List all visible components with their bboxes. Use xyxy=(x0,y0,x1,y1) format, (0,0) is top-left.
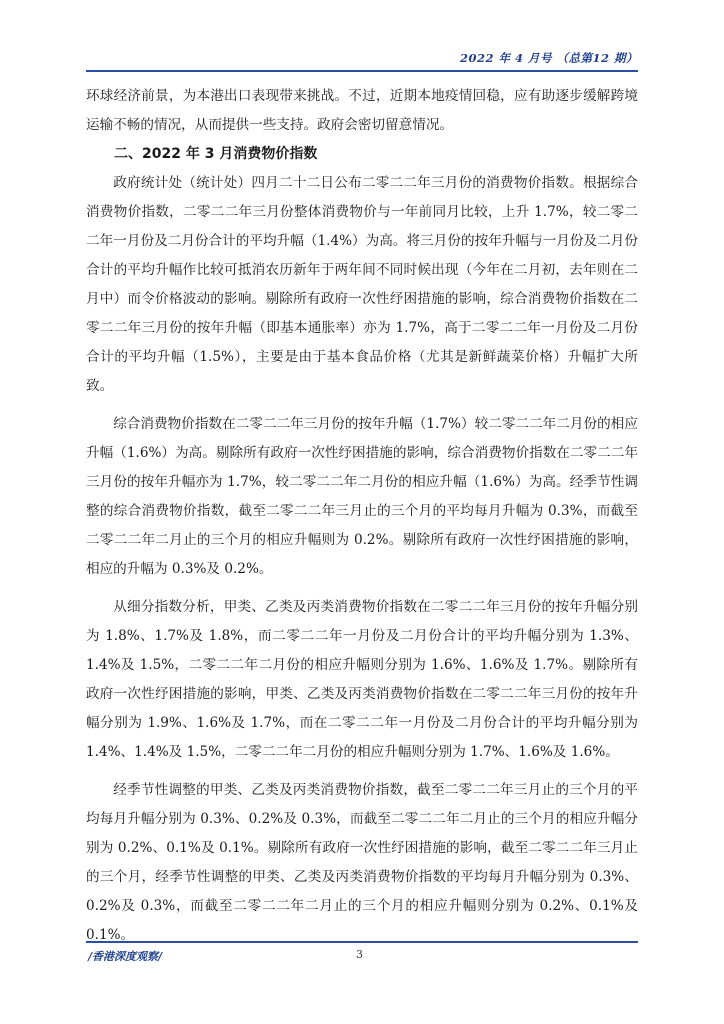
issue-header: 2022 年 4 月号 （总第12 期） xyxy=(459,51,638,65)
paragraph-1: 环球经济前景，为本港出口表现带来挑战。不过，近期本地疫情回稳，应有助逐步缓解跨境运输不畅的情况，从而提供一些支持。政府会密切留意情况。 xyxy=(86,88,638,133)
paragraph-2: 政府统计处（统计处）四月二十二日公布二零二二年三月份的消费物价指数。根据综合消费物价指数，二零二二年三月份整体消费物价与一年前同月比较，上升 1.7%，较二零二二年一月份及二月份合计的平均升幅（1.4%）为高。将三月份的按年升幅与一月份及二月份合计的平均升幅作比较可抵消农历新年于两年间不同时候出现（今年在二月初，去年则在二月中）而令价格波动的影响。剔除所有政府一次性纾困措施的影响，综合消费物价指数在二零二二年三月份的按年升幅（即基本通胀率）亦为 1.7%，高于二零二二年一月份及二月份合计的平均升幅（1.5%），主要是由于基本食品价格（尤其是新鲜蔬菜价格）升幅扩大所致。 xyxy=(86,175,638,394)
publication-brand: /香港深度观察/ xyxy=(88,950,163,963)
footer-divider xyxy=(86,941,638,943)
section-heading: 二、2022 年 3 月消费物价指数 xyxy=(114,146,318,162)
page-number: 3 xyxy=(356,948,363,961)
article-body xyxy=(86,82,638,950)
paragraph-5: 经季节性调整的甲类、乙类及丙类消费物价指数，截至二零二二年三月止的三个月的平均每月升幅分别为 0.3%、0.2%及 0.3%，而截至二零二二年二月止的三个月的相应升幅分别为 0.2%、0.1%及 0.1%。剔除所有政府一次性纾困措施的影响，截至二零二二年三月止的三个月，经季节性调整的甲类、乙类及丙类消费物价指数的平均每月升幅分别为 0.3%、0.2%及 0.3%，而截至二零二二年二月止的三个月的相应升幅则分别为 0.2%、0.1%及 0.1%。 xyxy=(86,782,638,943)
header-divider xyxy=(86,70,638,72)
paragraph-3: 综合消费物价指数在二零二二年三月份的按年升幅（1.7%）较二零二二年二月份的相应升幅（1.6%）为高。剔除所有政府一次性纾困措施的影响，综合消费物价指数在二零二二年三月份的按年升幅亦为 1.7%，较二零二二年二月份的相应升幅（1.6%）为高。经季节性调整的综合消费物价指数，截至二零二二年三月止的三个月的平均每月升幅为 0.3%，而截至二零二二年二月止的三个月的相应升幅则为 0.2%。剔除所有政府一次性纾困措施的影响，相应的升幅为 0.3%及 0.2%。 xyxy=(86,416,638,577)
paragraph-4: 从细分指数分析，甲类、乙类及丙类消费物价指数在二零二二年三月份的按年升幅分别为 1.8%、1.7%及 1.8%，而二零二二年一月份及二月份合计的平均升幅分别为 1.3%、1.4%及 1.5%，二零二二年二月份的相应升幅则分别为 1.6%、1.6%及 1.7%。剔除所有政府一次性纾困措施的影响，甲类、乙类及丙类消费物价指数在二零二二年三月份的按年升幅分别为 1.9%、1.6%及 1.7%，而在二零二二年一月份及二月份合计的平均升幅分别为 1.4%、1.4%及 1.5%，二零二二年二月份的相应升幅则分别为 1.7%、1.6%及 1.6%。 xyxy=(86,599,638,760)
